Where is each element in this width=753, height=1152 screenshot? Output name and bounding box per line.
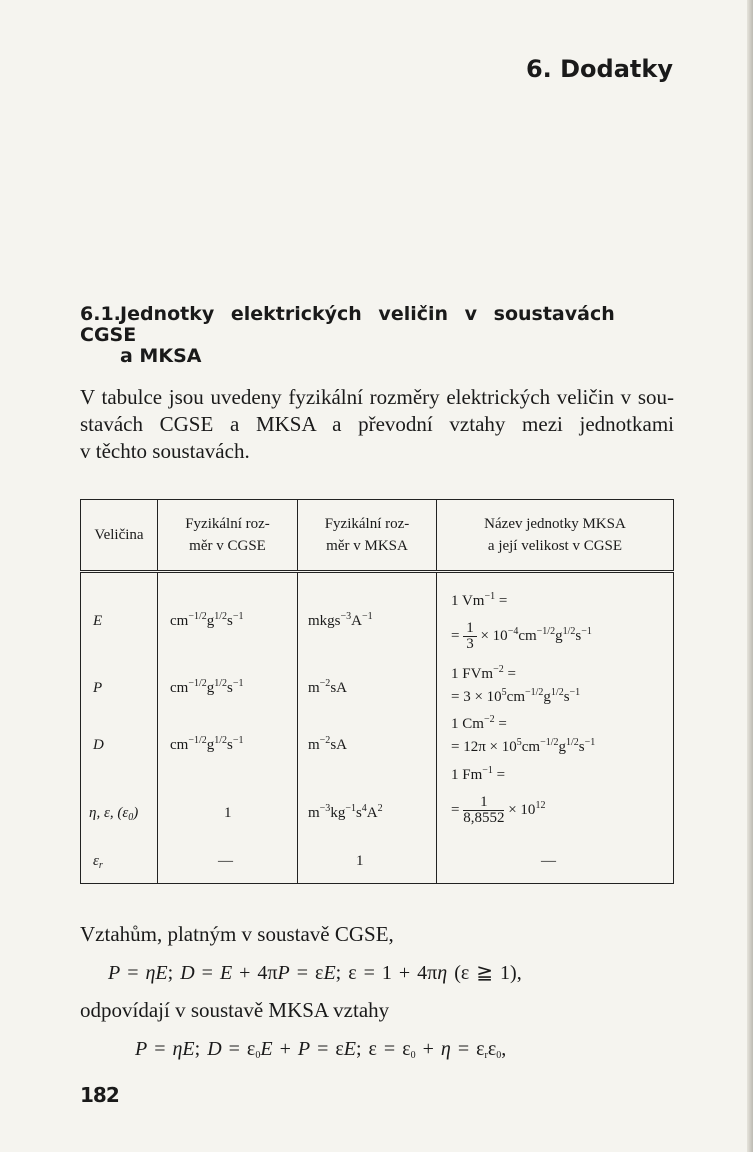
header-cgse-line2: měr v CGSE	[189, 538, 266, 554]
relations-cgse-text: Vztahům, platným v soustavě CGSE,	[80, 922, 394, 946]
conv-E-line2: = $\frac{1}{3}$ × $10^{-4}cm^{-1/2}g^{1/2}s^{-1}$	[451, 620, 592, 652]
relations-mksa-text: odpovídají v soustavě MKSA vztahy	[80, 998, 390, 1022]
page-number: 182	[80, 1083, 119, 1107]
cgse-eta: 1	[224, 805, 232, 821]
intro-line1: V tabulce jsou uvedeny fyzikální rozměry elektrických veličin v sou-	[80, 385, 674, 409]
mksa-E: $mkgs^{-3}A^{-1}$	[308, 611, 373, 629]
intro-line2: stavách CGSE a MKSA a převodní vztahy mezi jednotkami	[80, 412, 674, 436]
header-unit-line1: Název jednotky MKSA	[484, 516, 626, 532]
conv-E-line1: 1 $Vm^{-1}$ =	[451, 591, 508, 609]
quantity-D: D	[93, 737, 104, 753]
section-number: 6.1.	[80, 303, 121, 325]
mksa-P: $m^{-2}sA$	[308, 678, 347, 696]
header-unit-name	[437, 500, 674, 572]
section-title-line1: Jednotky elektrických veličin v soustavách CGSE	[80, 303, 615, 346]
section-heading-line1	[80, 304, 660, 346]
quantity-P: P	[93, 680, 103, 696]
equation-mksa: P = ηE; $D = \varepsilon_0E + P = \varepsilon E$; $\varepsilon = \varepsilon_0 + \eta = \varepsilon_r\varepsilon_0$,	[135, 1038, 507, 1061]
header-cgse-line1: Fyzikální roz-	[185, 516, 270, 532]
mksa-D: $m^{-2}sA$	[308, 735, 347, 753]
page-edge	[747, 0, 753, 1152]
conv-D-line1: 1 $Cm^{-2}$ =	[451, 714, 507, 732]
section-title-line2: a MKSA	[120, 345, 202, 367]
quantity-E: E	[93, 613, 103, 629]
conv-D-line2: = $12\pi \times 10^5cm^{-1/2}g^{1/2}s^{-1}$	[451, 737, 596, 755]
conversion-column	[437, 572, 674, 884]
equation-cgse: P = ηE; D = E + 4πP = εE; ε = 1 + 4πη (ε ≧ 1),	[108, 962, 522, 984]
cgse-E: $cm^{-1/2}g^{1/2}s^{-1}$	[170, 611, 244, 629]
header-cgse	[158, 500, 298, 572]
section-heading	[80, 304, 660, 367]
quantity-column	[81, 572, 158, 884]
header-mksa-line2: měr v MKSA	[326, 538, 408, 554]
header-mksa	[298, 500, 437, 572]
cgse-column	[158, 572, 298, 884]
header-quantity: Veličina	[81, 500, 158, 572]
intro-paragraph	[80, 384, 674, 465]
units-table	[80, 499, 674, 884]
mksa-column	[298, 572, 437, 884]
conv-P-line1: 1 FVm$^{-2}$ =	[451, 664, 516, 682]
header-mksa-line1: Fyzikální roz-	[324, 516, 410, 532]
header-unit-line2: a její velikost v CGSE	[487, 538, 623, 554]
quantity-er: $\varepsilon_r$	[93, 853, 103, 871]
mksa-eta: $m^{-3}kg^{-1}s^4A^2$	[308, 803, 383, 821]
table-body-row	[81, 572, 674, 884]
cgse-er: —	[218, 853, 233, 869]
conv-P-line2: = $3 \times 10^5cm^{-1/2}g^{1/2}s^{-1}$	[451, 687, 581, 705]
conv-eta-line2: = $\frac{1}{8,8552}$ × $10^{12}$	[451, 794, 546, 826]
conv-eta-line1: 1 $Fm^{-1}$ =	[451, 765, 506, 783]
table-header-row	[81, 500, 674, 572]
cgse-D: $cm^{-1/2}g^{1/2}s^{-1}$	[170, 735, 244, 753]
intro-line3: v těchto soustavách.	[80, 439, 250, 463]
cgse-P: $cm^{-1/2}g^{1/2}s^{-1}$	[170, 678, 244, 696]
chapter-title: 6. Dodatky	[525, 55, 673, 83]
quantity-eta: η, ε, $(\varepsilon_0)$	[89, 805, 139, 823]
mksa-er: 1	[356, 853, 364, 869]
conv-er: —	[541, 853, 556, 869]
